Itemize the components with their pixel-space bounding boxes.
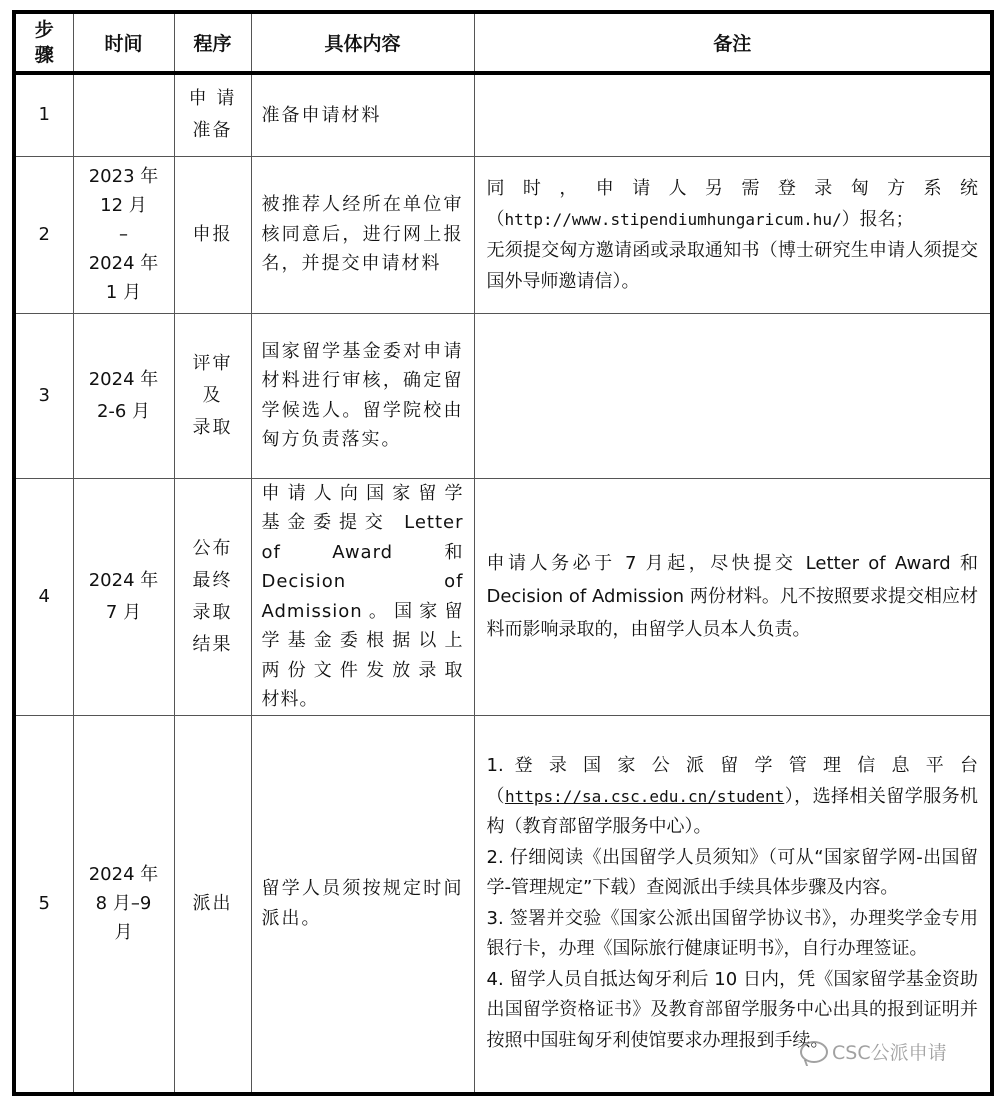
- time-line: 2023 年: [88, 166, 159, 187]
- remarks-cell: [474, 156, 992, 313]
- time-cell: [73, 73, 174, 156]
- time-line: 8 月–9: [95, 893, 152, 915]
- remarks-cell: [474, 313, 992, 478]
- remarks-cell: [474, 478, 992, 715]
- table-header-row: [14, 12, 992, 73]
- procedure-line: 申报: [192, 223, 233, 245]
- step-cell: 4: [14, 478, 73, 715]
- procedure-line: 录取: [192, 601, 233, 623]
- content-line: of Award 和: [261, 541, 464, 563]
- procedure-line: 及: [202, 384, 223, 406]
- time-cell: [73, 313, 174, 478]
- time-line: 2024 年: [88, 864, 159, 886]
- csc-platform-link[interactable]: https://sa.csc.edu.cn/student: [504, 786, 785, 806]
- content-cell: 准备申请材料: [251, 73, 474, 156]
- table-row: [14, 478, 992, 715]
- procedure-line: 最终: [192, 569, 233, 591]
- remarks-line: （http://www.stipendiumhungaricum.hu/）报名；: [486, 208, 914, 230]
- content-cell: 国家留学基金委对申请材料进行审核，确定留学候选人。留学院校由匈方负责落实。: [251, 313, 474, 478]
- procedure-cell: [174, 313, 251, 478]
- time-line: 1 月: [105, 282, 142, 303]
- procedure-cell: [174, 715, 251, 1094]
- time-line: –: [119, 224, 128, 245]
- procedure-line: 准备: [192, 120, 233, 142]
- time-line: 2024 年: [88, 368, 159, 390]
- remarks-item: 1. 登 录 国 家 公 派 留 学 管 理 信 息 平 台: [486, 755, 978, 777]
- procedure-line: 申 请: [188, 88, 237, 110]
- watermark: [800, 1038, 947, 1065]
- remarks-text: ），选择相关留学服务机构（教育部留学服务中心）。: [486, 785, 979, 838]
- remarks-item: 2. 仔细阅读《出国留学人员须知》（可从“国家留学网-出国留学-管理规定”下载）查阅派出手续具体步骤及内容。: [486, 846, 978, 899]
- time-cell: [73, 156, 174, 313]
- remarks-line: 同 时 ， 申 请 人 另 需 登 录 匈 方 系 统: [486, 177, 978, 199]
- table-row: [14, 156, 992, 313]
- watermark-text: CSC公派申请: [832, 1042, 947, 1064]
- remarks-text: ）报名；: [841, 208, 914, 230]
- remarks-line: 无须提交匈方邀请函或录取通知书（博士研究生申请人须提交国外导师邀请信）。: [486, 239, 978, 292]
- content-line: 材料。: [261, 689, 319, 710]
- step-cell: 5: [14, 715, 73, 1094]
- application-schedule-table: [12, 10, 994, 1096]
- step-cell: 3: [14, 313, 73, 478]
- procedure-line: 公布: [192, 537, 233, 559]
- hungary-system-link[interactable]: http://www.stipendiumhungaricum.hu/: [504, 209, 842, 229]
- procedure-cell: [174, 478, 251, 715]
- procedure-line: 录取: [192, 416, 233, 438]
- header-content: 具体内容: [251, 12, 474, 73]
- header-time: 时间: [73, 12, 174, 73]
- time-line: 12 月: [100, 195, 147, 216]
- content-cell: 被推荐人经所在单位审核同意后，进行网上报名，并提交申请材料: [251, 156, 474, 313]
- procedure-cell: [174, 156, 251, 313]
- procedure-cell: [174, 73, 251, 156]
- remarks-item: 3. 签署并交验《国家公派出国留学协议书》，办理奖学金专用银行卡，办理《国际旅行健康证明书》，自行办理签证。: [486, 907, 978, 960]
- content-line: 基金委提交 Letter: [261, 512, 464, 533]
- time-line: 2024 年: [88, 253, 159, 274]
- time-cell: [73, 478, 174, 715]
- content-line: Admission。国家留: [261, 600, 464, 622]
- table-row: [14, 73, 992, 156]
- time-line: 月: [114, 922, 133, 944]
- time-line: 2-6 月: [96, 400, 151, 422]
- remarks-text: 申请人务必于 7 月起，尽快提交 Letter of Award 和 Decision of Admission 两份材料。凡不按照要求提交相应材料而影响录取的，由留学人员本人负责。: [486, 553, 978, 640]
- content-cell: 留学人员须按规定时间派出。: [251, 715, 474, 1094]
- wechat-icon: [800, 1041, 828, 1063]
- time-cell: [73, 715, 174, 1094]
- content-line: 申请人向国家留学: [261, 482, 464, 504]
- header-procedure: 程序: [174, 12, 251, 73]
- header-remarks: 备注: [474, 12, 992, 73]
- remarks-item: [487, 782, 979, 843]
- content-line: Decision of: [261, 571, 464, 592]
- step-cell: 2: [14, 156, 73, 313]
- header-step: 步 骤: [14, 12, 73, 73]
- step-cell: 1: [14, 73, 73, 156]
- procedure-line: 派出: [192, 892, 233, 914]
- remarks-cell: [474, 73, 992, 156]
- procedure-line: 评审: [192, 352, 233, 374]
- content-cell: [251, 478, 474, 715]
- table-row: [14, 313, 992, 478]
- content-line: 两份文件发放录取: [261, 659, 464, 681]
- remarks-text: （: [486, 785, 505, 807]
- procedure-line: 结果: [192, 633, 233, 655]
- content-line: 学基金委根据以上: [261, 630, 464, 651]
- time-line: 2024 年: [88, 569, 159, 591]
- time-line: 7 月: [105, 601, 142, 623]
- remarks-item: 4. 留学人员自抵达匈牙利后 10 日内，凭《国家留学基金资助出国留学资格证书》及教育部留学服务中心出具的报到证明并按照中国驻匈牙利使馆要求办理报到手续。: [486, 968, 978, 1051]
